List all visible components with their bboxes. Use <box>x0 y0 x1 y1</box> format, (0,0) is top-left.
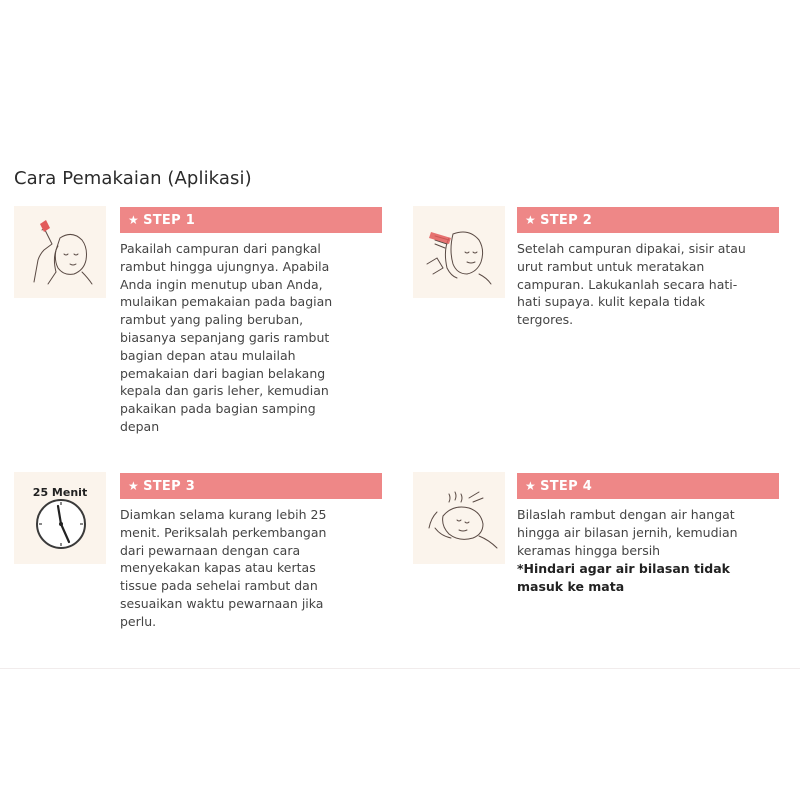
clock-label: 25 Menit <box>32 486 88 499</box>
step-2-label: STEP 2 <box>540 213 593 228</box>
person-combing-hair-icon <box>413 206 505 298</box>
step-3-text: Diamkan selama kurang lebih 25 menit. Periksalah perkembangan dari pewarnaan dengan cara menyekakan kapas atau kertas tissue pada sehelai rambut dan sesuaikan waktu pewarnaan jika perlu. <box>120 507 327 629</box>
step-4-banner <box>517 473 779 499</box>
step-1-banner <box>120 207 382 233</box>
divider <box>0 668 800 669</box>
page-title: Cara Pemakaian (Aplikasi) <box>14 168 252 189</box>
person-applying-color-icon <box>14 206 106 298</box>
step-3-illustration <box>14 472 106 564</box>
step-3-banner <box>120 473 382 499</box>
step-1-text: Pakailah campuran dari pangkal rambut hingga ujungnya. Apabila Anda ingin menutup uban Anda, mulaikan pemakaian pada bagian rambut yang paling beruban, biasanya sepanjang garis rambut bagian depan atau mulailah pemakaian dari bagian belakang kepala dan garis leher, kemudian pakaikan pada bagian samping depan <box>120 241 333 434</box>
step-2-text: Setelah campuran dipakai, sisir atau urut rambut untuk meratakan campuran. Lakukanlah secara hati- hati supaya. kulit kepala tidak tergores. <box>517 241 746 328</box>
step-4-label: STEP 4 <box>540 479 593 494</box>
person-rinsing-hair-icon <box>413 472 505 564</box>
step-1-illustration <box>14 206 106 298</box>
step-4-illustration <box>413 472 505 564</box>
star-icon: ★ <box>128 213 140 227</box>
step-3-label: STEP 3 <box>143 479 196 494</box>
step-1-label: STEP 1 <box>143 213 196 228</box>
step-2-banner <box>517 207 779 233</box>
step-4-text: Bilaslah rambut dengan air hangat hingga air bilasan jernih, kemudian keramas hingga bersih <box>517 507 738 558</box>
step-2-illustration <box>413 206 505 298</box>
star-icon: ★ <box>525 213 537 227</box>
star-icon: ★ <box>525 479 537 493</box>
step-4-warning: *Hindari agar air bilasan tidak masuk ke mata <box>517 561 730 594</box>
star-icon: ★ <box>128 479 140 493</box>
